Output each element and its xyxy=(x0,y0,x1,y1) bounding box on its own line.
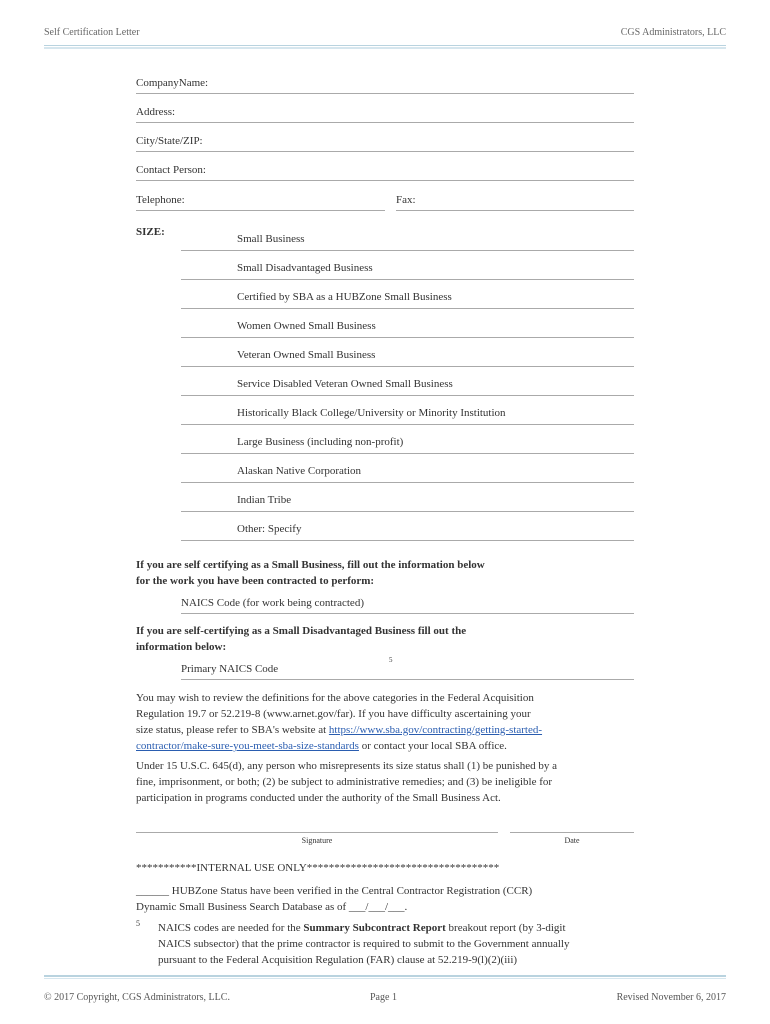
footnote-text: NAICS codes are needed for the Summary Subcontract Report breakout report (by 3-digit NAICS subsector) that the prime contractor is required to submit to the Government annually pursuant to the Federal Acquisition Regulation (FAR) clause at 52.219-9(l)(2)(iii) xyxy=(158,922,570,966)
signature-line[interactable] xyxy=(136,832,498,833)
footer-divider xyxy=(44,975,726,979)
fax-label: Fax: xyxy=(396,194,416,206)
footnote-reference: 5 xyxy=(389,656,393,664)
sba-size-standards-link-part1[interactable]: https://www.sba.gov/contracting/getting-started- xyxy=(328,724,543,736)
size-option-small-disadvantaged[interactable]: Small Disadvantaged Business xyxy=(181,257,634,280)
size-option-other[interactable]: Other: Specify xyxy=(181,518,634,541)
internal-use-banner: ***********INTERNAL USE ONLY*********************************** xyxy=(136,862,500,874)
naics-code-label: NAICS Code (for work being contracted) xyxy=(181,597,364,609)
small-business-heading: If you are self certifying as a Small Business, fill out the information below for the work you have been contracted to perform: xyxy=(136,559,485,587)
penalty-paragraph: Under 15 U.S.C. 645(d), any person who misrepresents its size status shall (1) be punished by a fine, imprisonment, or both; (2) be subject to administrative remedies; and (3) be ineligible for participation in programs conducted under the authority of the Small Business Act. xyxy=(136,760,557,804)
size-option-service-disabled-veteran[interactable]: Service Disabled Veteran Owned Small Business xyxy=(181,373,634,396)
footer-revised-date: Revised November 6, 2017 xyxy=(616,992,726,1003)
size-option-hbcu-minority[interactable]: Historically Black College/University or Minority Institution xyxy=(181,402,634,425)
sba-size-standards-link-part2[interactable]: contractor/make-sure-you-meet-sba-size-standards xyxy=(136,740,359,752)
size-heading: SIZE: xyxy=(136,226,165,238)
date-label: Date xyxy=(564,836,580,845)
contact-person-label: Contact Person: xyxy=(136,164,206,176)
company-name-field[interactable] xyxy=(136,73,634,94)
footer-page-number: Page 1 xyxy=(370,992,397,1003)
signature-label: Signature xyxy=(301,836,333,845)
size-option-veteran-owned[interactable]: Veteran Owned Small Business xyxy=(181,344,634,367)
address-field[interactable] xyxy=(136,102,634,123)
company-name-label: CompanyName: xyxy=(136,77,209,89)
telephone-label: Telephone: xyxy=(136,194,185,206)
footer-copyright: © 2017 Copyright, CGS Administrators, LLC. xyxy=(44,992,230,1003)
size-option-women-owned[interactable]: Women Owned Small Business xyxy=(181,315,634,338)
contact-person-field[interactable] xyxy=(136,160,634,181)
size-option-small-business[interactable]: Small Business xyxy=(181,228,634,251)
primary-naics-label: Primary NAICS Code xyxy=(181,663,279,675)
size-option-large-business[interactable]: Large Business (including non-profit) xyxy=(181,431,634,454)
city-state-zip-field[interactable] xyxy=(136,131,634,152)
hubzone-verification: ______ HUBZone Status have been verified in the Central Contractor Registration (CCR) Dynamic Small Business Search Database as of ___/___/___. xyxy=(136,885,533,913)
primary-naics-field[interactable] xyxy=(181,656,634,680)
sdb-heading: If you are self-certifying as a Small Disadvantaged Business fill out the information below: xyxy=(136,625,467,653)
telephone-field[interactable] xyxy=(136,190,385,211)
naics-code-field[interactable] xyxy=(181,593,634,614)
footnote-marker: 5 xyxy=(136,919,140,928)
size-option-indian-tribe[interactable]: Indian Tribe xyxy=(181,489,634,512)
city-state-zip-label: City/State/ZIP: xyxy=(136,135,203,147)
header-company: CGS Administrators, LLC xyxy=(620,27,726,38)
fax-field[interactable] xyxy=(396,190,634,211)
header-divider xyxy=(44,45,726,49)
definitions-paragraph: You may wish to review the definitions for the above categories in the Federal Acquisition Regulation 19.7 or 52.219-8 (www.arnet.gov/far). If you have difficulty ascertaining your size status, please refer to SBA's website at https://www.sba.gov/contracting/getting-started- contractor/make-sure-you-meet-sba-size-standards or contact your local SBA office. xyxy=(136,692,543,752)
size-option-alaskan-native[interactable]: Alaskan Native Corporation xyxy=(181,460,634,483)
date-line[interactable] xyxy=(510,832,634,833)
address-label: Address: xyxy=(136,106,176,118)
header-title: Self Certification Letter xyxy=(44,27,140,38)
size-option-hubzone[interactable]: Certified by SBA as a HUBZone Small Business xyxy=(181,286,634,309)
